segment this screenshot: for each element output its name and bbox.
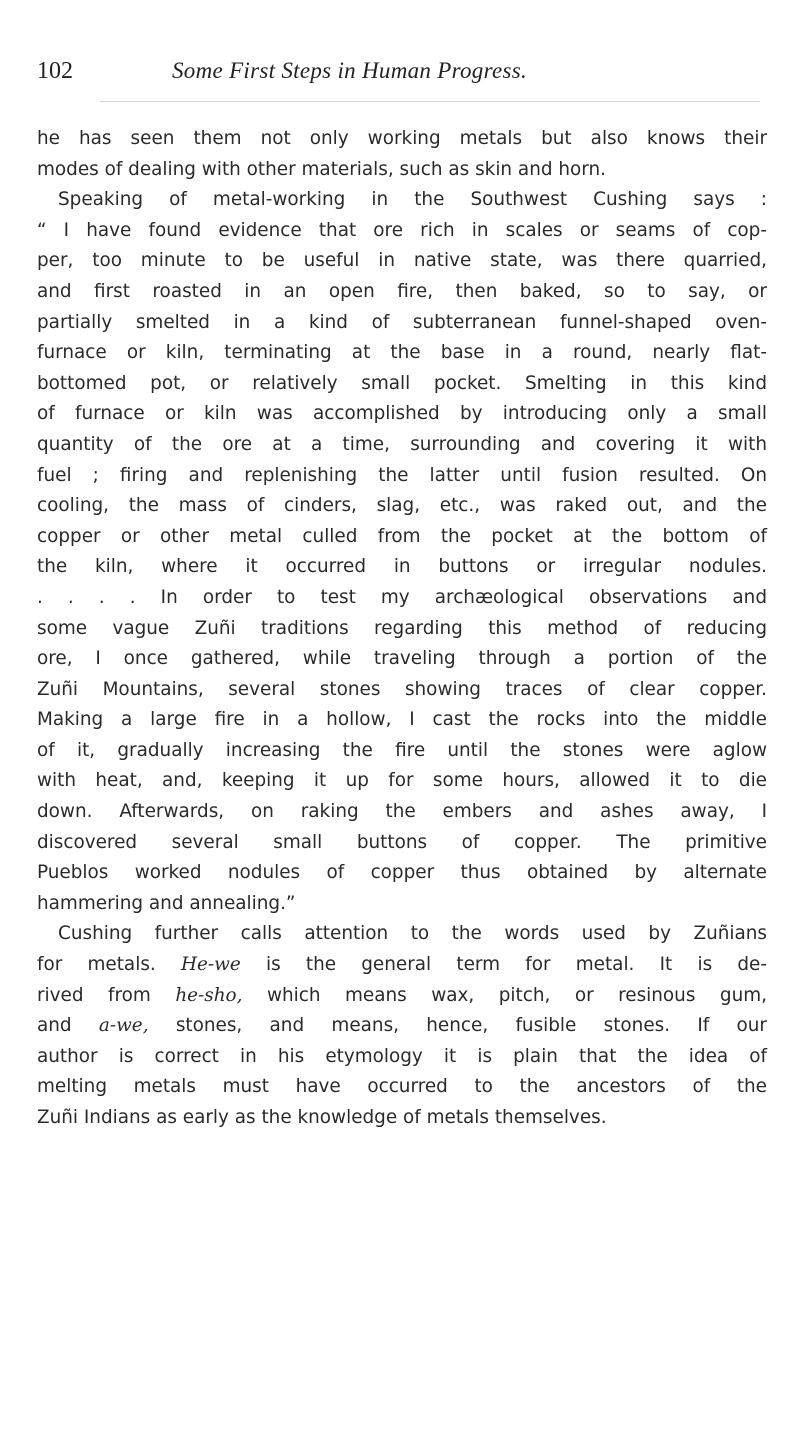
text-run: stones, and means, hence, fusible stones. If our — [175, 1015, 767, 1037]
text-line: hammering and annealing.” — [37, 892, 296, 914]
text-line — [37, 981, 767, 1012]
text-line: down. Afterwards, on raking the embers and ashes away, I — [37, 801, 767, 823]
text-run: and — [37, 1015, 72, 1037]
text-line: melting metals must have occurred to the ancestors of the — [37, 1076, 767, 1098]
text-line: per, too minute to be useful in native state, was there quarried, — [37, 250, 767, 272]
text-line: . . . . In order to test my archæological observations and — [37, 586, 767, 608]
text-line: quantity of the ore at a time, surrounding and covering it with — [37, 433, 767, 455]
text-line: fuel ; firing and replenishing the latter until fusion resulted. On — [37, 464, 767, 486]
text-line: Making a large fire in a hollow, I cast the rocks into the middle — [37, 709, 767, 731]
text-line: modes of dealing with other materials, such as skin and horn. — [37, 158, 607, 180]
text-line: Zuñi Mountains, several stones showing traces of clear copper. — [37, 678, 767, 700]
text-line: partially smelted in a kind of subterranean funnel-shaped oven- — [37, 311, 767, 333]
text-line — [37, 950, 767, 981]
text-line: Cushing further calls attention to the words used by Zuñians — [58, 923, 767, 945]
text-line: cooling, the mass of cinders, slag, etc., was raked out, and the — [37, 495, 767, 517]
text-line: he has seen them not only working metals but also knows their — [37, 128, 767, 149]
text-line: discovered several small buttons of copper. The primitive — [37, 831, 767, 853]
text-line: “ I have found evidence that ore rich in scales or seams of cop- — [37, 219, 767, 241]
italic-term: he-sho, — [175, 984, 243, 1006]
text-line: of it, gradually increasing the fire until the stones were aglow — [37, 739, 767, 761]
text-line: some vague Zuñi traditions regarding this method of reducing — [37, 617, 767, 639]
text-line: of furnace or kiln was accomplished by introducing only a small — [37, 403, 767, 425]
body-text — [37, 124, 767, 1134]
text-line: with heat, and, keeping it up for some hours, allowed it to die — [37, 770, 767, 792]
italic-term: He-we — [180, 954, 241, 976]
text-run: which means wax, pitch, or resinous gum, — [266, 984, 767, 1006]
running-head — [37, 58, 777, 92]
text-line: author is correct in his etymology it is plain that the idea of — [37, 1045, 767, 1067]
text-line: bottomed pot, or relatively small pocket. Smelting in this kind — [37, 372, 767, 394]
text-run: for metals. — [37, 954, 156, 976]
text-line: the kiln, where it occurred in buttons or irregular nodules. — [37, 556, 767, 578]
page-number: 102 — [37, 58, 73, 84]
text-line: copper or other metal culled from the pocket at the bottom of — [37, 525, 767, 547]
running-title: Some First Steps in Human Progress. — [172, 58, 528, 83]
text-line: ore, I once gathered, while traveling through a portion of the — [37, 648, 767, 670]
text-line: and first roasted in an open fire, then baked, so to say, or — [37, 280, 767, 302]
text-line: Pueblos worked nodules of copper thus obtained by alternate — [37, 862, 767, 884]
text-run: is the general term for metal. It is de- — [265, 954, 767, 976]
header-rule — [100, 101, 760, 102]
text-run: rived from — [37, 984, 151, 1006]
text-line — [37, 1011, 767, 1042]
text-line: Zuñi Indians as early as the knowledge of metals themselves. — [37, 1107, 607, 1128]
italic-term: a-we, — [98, 1015, 149, 1037]
text-line: furnace or kiln, terminating at the base in a round, nearly flat- — [37, 342, 767, 364]
text-line: Speaking of metal-working in the Southwest Cushing says : — [58, 189, 767, 211]
